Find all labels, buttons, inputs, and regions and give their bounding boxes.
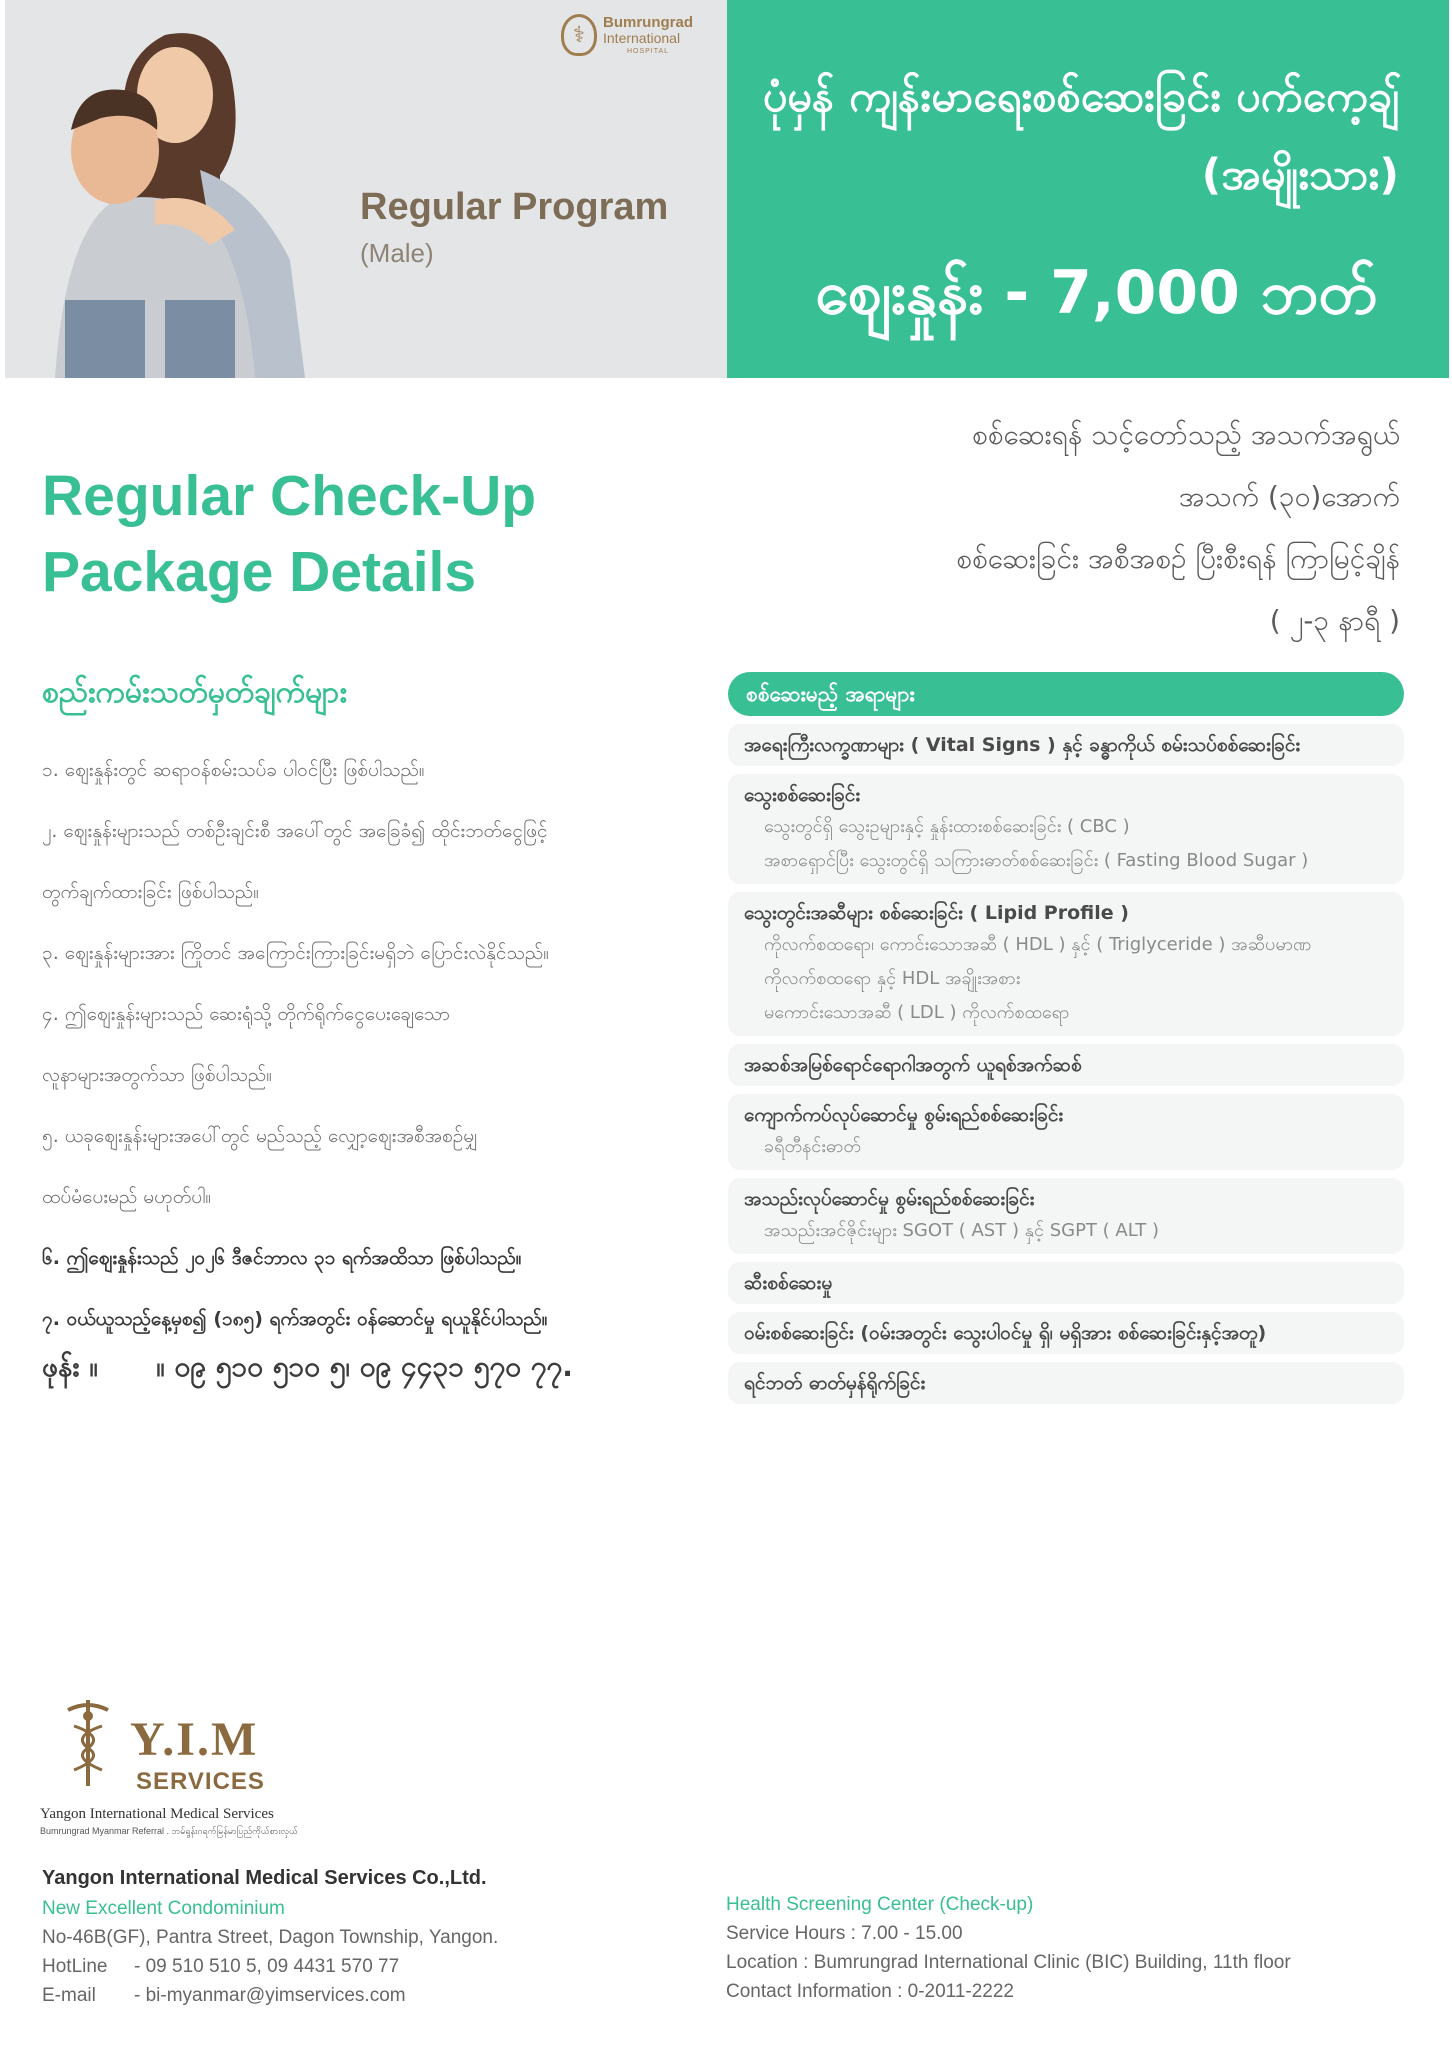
center-title: Health Screening Center (Check-up) — [726, 1894, 1034, 1915]
yim-tagline: Yangon International Medical Services — [40, 1806, 274, 1822]
term-line: ၃. စျေးနှုန်းများအား ကြိုတင် အကြောင်းကြားခြင်းမရှိဘဲ ပြောင်းလဲနိုင်သည်။ — [42, 942, 549, 964]
company-name: Yangon International Medical Services Co.,Ltd. — [42, 1867, 487, 1889]
page-heading — [42, 458, 536, 610]
term-line: တွက်ချက်ထားခြင်း ဖြစ်ပါသည်။ — [42, 881, 260, 903]
checkup-item-detail: အသည်းအင်ဇိုင်းများ SGOT ( AST ) နှင့် SGPT ( ALT ) — [764, 1220, 1159, 1241]
hospital-name: Bumrungrad — [603, 14, 693, 32]
couple-photo — [5, 0, 727, 378]
checkup-item — [728, 1362, 1404, 1404]
term-line-bold: ၆. ဤစျေးနှုန်းသည် ၂၀၂၆ ဒီဇင်ဘာလ ၃၁ ရက်အထိသာ ဖြစ်ပါသည်။ — [42, 1247, 522, 1269]
checkup-item — [728, 892, 1404, 1036]
package-title-line2: (အမျိုးသား) — [1201, 150, 1399, 200]
checkup-item — [728, 724, 1404, 766]
program-title: Regular Program — [360, 186, 669, 228]
checkup-items — [728, 672, 1404, 1412]
checkup-item-title: ရင်ဘတ် ဓာတ်မှန်ရိုက်ခြင်း — [744, 1372, 926, 1394]
program-subtitle: (Male) — [360, 238, 434, 268]
term-line: ၅. ယခုစျေးနှုန်းများအပေါ်တွင် မည်သည့် လျှော့စျေးအစီအစဉ်မျှ — [42, 1125, 478, 1147]
email-row — [42, 1981, 498, 2010]
checkup-item-detail: သွေးတွင်ရှိ သွေးဥများနှင့် နှုန်းထားစစ်ဆေးခြင်း ( CBC ) — [764, 816, 1130, 837]
hotline-label: HotLine — [42, 1956, 108, 1977]
service-hours: Service Hours : 7.00 - 15.00 — [726, 1923, 963, 1944]
company-address: No-46B(GF), Pantra Street, Dagon Township, Yangon. — [42, 1927, 499, 1948]
heading-line1: Regular Check-Up — [42, 464, 537, 528]
hotline-row — [42, 1952, 498, 1981]
center-contact: Contact Information : 0-2011-2222 — [726, 1981, 1014, 2002]
info-line4: ( ၂-၃ နာရီ ) — [1269, 604, 1400, 637]
terms-title: စည်းကမ်းသတ်မှတ်ချက်များ — [42, 675, 347, 710]
email-value[interactable]: - bi-myanmar@yimservices.com — [134, 1985, 406, 2006]
heading-line2: Package Details — [42, 540, 477, 604]
yim-subtagline: Bumrungrad Myanmar Referral . ဘမ်ရွန်းဂရက်မြန်မာပြည်ကိုယ်စားလှယ် — [40, 1826, 298, 1836]
checkup-item-title: အသည်းလုပ်ဆောင်မှု စွမ်းရည်စစ်ဆေးခြင်း — [744, 1188, 1035, 1210]
term-line: လူနာများအတွက်သာ ဖြစ်ပါသည်။ — [42, 1064, 273, 1086]
checkup-item — [728, 1094, 1404, 1170]
term-line: ၁. စျေးနှုန်းတွင် ဆရာဝန်စမ်းသပ်ခ ပါဝင်ပြီး ဖြစ်ပါသည်။ — [42, 759, 425, 781]
age-duration-info — [680, 404, 1400, 652]
header-banner — [5, 0, 1449, 378]
checkup-item-title: သွေးစစ်ဆေးခြင်း — [744, 784, 861, 806]
yim-services-logo — [40, 1688, 310, 1838]
checkup-item-title: ဝမ်းစစ်ဆေးခြင်း (ဝမ်းအတွင်း သွေးပါဝင်မှု ရှိ၊ မရှိအား စစ်ဆေးခြင်းနှင့်အတူ) — [744, 1322, 1267, 1344]
checkup-item-detail: ကိုလက်စထရော နှင့် HDL အချိုးအစား — [764, 968, 1021, 989]
checkup-items-header: စစ်ဆေးမည့် အရာများ — [728, 672, 1404, 716]
checkup-item — [728, 774, 1404, 884]
checkup-item-title: အဆစ်အမြစ်ရောင်ရောဂါအတွက် ယူရစ်အက်ဆစ် — [744, 1054, 1082, 1076]
bumrungrad-logo — [561, 14, 693, 56]
checkup-item-detail: အစာရှောင်ပြီး သွေးတွင်ရှိ သကြားဓာတ်စစ်ဆေးခြင်း ( Fasting Blood Sugar ) — [764, 850, 1309, 871]
caduceus-icon: ⚕ — [561, 14, 597, 56]
email-label: E-mail — [42, 1985, 96, 2006]
company-contact — [42, 1862, 498, 2010]
checkup-item-detail: ကိုလက်စထရော၊ ကောင်းသောအဆီ ( HDL ) နှင့် ( Triglyceride ) အဆီပမာဏ — [764, 934, 1312, 955]
screening-center-info — [726, 1890, 1291, 2006]
term-line: ၄. ဤစျေးနှုန်းများသည် ဆေးရုံသို့ တိုက်ရိုက်ငွေပေးချေသော — [42, 1003, 450, 1025]
center-location: Location : Bumrungrad International Clinic (BIC) Building, 11th floor — [726, 1952, 1291, 1973]
checkup-item-title: အရေးကြီးလက္ခဏာများ ( Vital Signs ) နှင့် ခန္ဓာကိုယ် စမ်းသပ်စစ်ဆေးခြင်း — [744, 734, 1301, 756]
package-title — [763, 58, 1399, 214]
checkup-item — [728, 1178, 1404, 1254]
package-panel — [727, 0, 1449, 378]
hospital-name-3: HOSPITAL — [626, 47, 670, 55]
package-title-line1: ပုံမှန် ကျန်းမာရေးစစ်ဆေးခြင်း ပက်ကေ့ချ် — [762, 72, 1399, 122]
checkup-item-detail: ခရီတီနင်းဓာတ် — [764, 1136, 861, 1157]
checkup-item — [728, 1044, 1404, 1086]
hospital-name-2: International — [603, 29, 681, 46]
info-line1: စစ်ဆေးရန် သင့်တော်သည့် အသက်အရွယ် — [971, 418, 1400, 451]
term-line: ထပ်မံပေးမည် မဟုတ်ပါ။ — [42, 1186, 212, 1208]
term-line-bold: ၇. ဝယ်ယူသည့်နေ့မှစ၍ (၁၈၅) ရက်အတွင်း ဝန်ဆောင်မှု ရယူနိုင်ပါသည်။ — [42, 1308, 548, 1330]
terms-list — [42, 740, 642, 1350]
yim-wordmark: Y.I.M — [130, 1713, 259, 1766]
checkup-item — [728, 1262, 1404, 1304]
caduceus-icon — [64, 1696, 112, 1788]
term-line: ၂. စျေးနှုန်းများသည် တစ်ဦးချင်းစီ အပေါ်တွင် အခြေခံ၍ ထိုင်းဘတ်ငွေဖြင့် — [42, 820, 548, 842]
checkup-item-title: ဆီးစစ်ဆေးမှု — [744, 1272, 833, 1294]
phone-numbers: ဖုန်း ။ ။ ၀၉ ၅၁၀ ၅၁၀ ၅၊ ၀၉ ၄၄၃၁ ၅၇၀ ၇၇. — [42, 1350, 573, 1383]
checkup-item-title: သွေးတွင်းအဆီများ စစ်ဆေးခြင်း ( Lipid Profile ) — [744, 902, 1129, 924]
checkup-item-detail: မကောင်းသောအဆီ ( LDL ) ကိုလက်စထရော — [764, 1002, 1070, 1023]
checkup-item-title: ကျောက်ကပ်လုပ်ဆောင်မှု စွမ်းရည်စစ်ဆေးခြင်း — [744, 1104, 1064, 1126]
hotline-value[interactable]: - 09 510 510 5, 09 4431 570 77 — [134, 1956, 400, 1977]
checkup-item — [728, 1312, 1404, 1354]
info-line2: အသက် (၃၀)အောက် — [1178, 480, 1400, 513]
company-building: New Excellent Condominium — [42, 1898, 285, 1919]
package-price: စျေးနှုန်း - 7,000 ဘတ် — [815, 258, 1377, 328]
info-line3: စစ်ဆေးခြင်း အစီအစဉ် ပြီးစီးရန် ကြာမြင့်ချိန် — [956, 542, 1400, 575]
yim-services-text: SERVICES — [136, 1768, 265, 1795]
